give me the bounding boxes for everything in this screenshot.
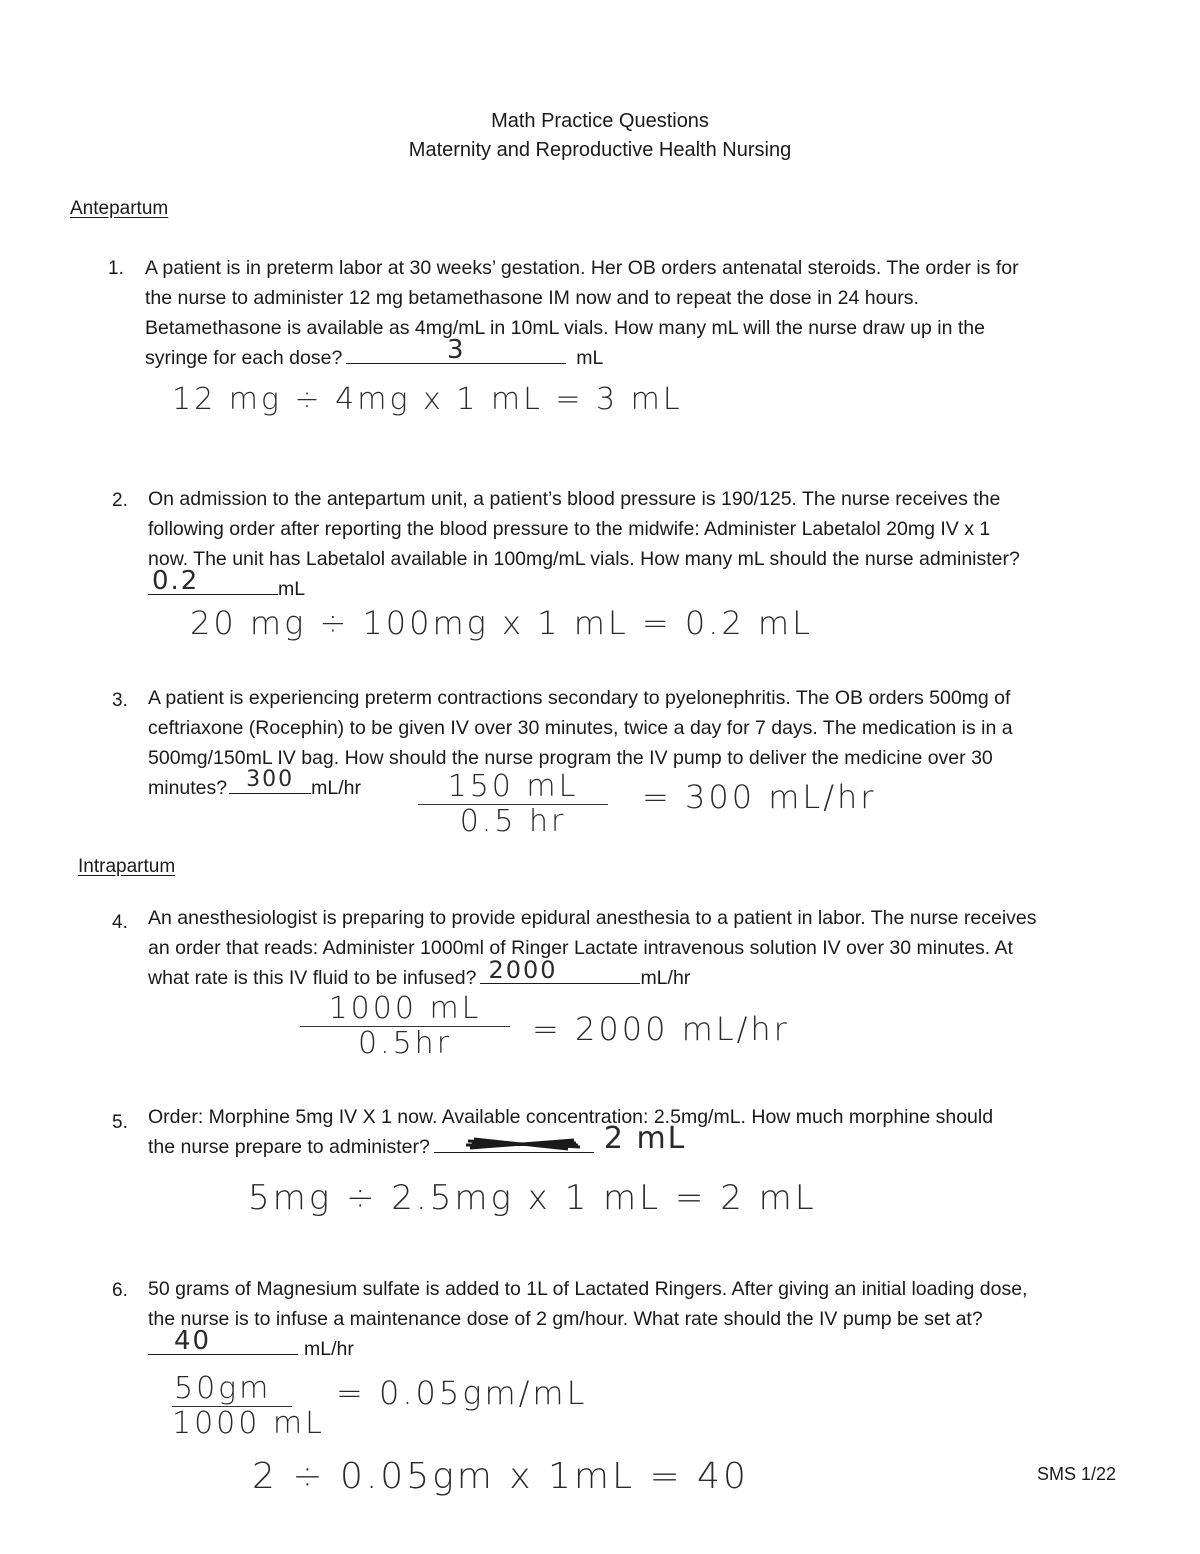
fraction-denominator: 0.5 hr — [459, 804, 567, 839]
question-number: 1. — [108, 258, 124, 279]
question-5-text — [148, 1102, 993, 1162]
answer-blank — [346, 335, 566, 365]
question-line: an order that reads: Administer 1000ml of Ringer Lactate intravenous solution IV over 30 minutes. At — [148, 937, 1013, 959]
handwritten-answer: 2 mL — [603, 1121, 687, 1156]
answer-blank — [480, 956, 640, 984]
fraction-denominator: 1000 mL — [172, 1406, 325, 1441]
question-line — [148, 566, 1020, 604]
question-line: A patient is in preterm labor at 30 weeks’ gestation. Her OB orders antenatal steroids. The order is for — [145, 257, 1019, 279]
question-line: A patient is experiencing preterm contractions secondary to pyelonephritis. The OB orders 500mg of — [148, 687, 1011, 709]
handwritten-work: 20 mg ÷ 100mg x 1 mL = 0.2 mL — [190, 604, 813, 642]
question-number: 4. — [112, 912, 128, 933]
section-heading-antepartum: Antepartum — [70, 198, 169, 219]
handwritten-work: 12 mg ÷ 4mg x 1 mL = 3 mL — [172, 382, 683, 417]
fraction-denominator: 0.5hr — [357, 1026, 453, 1061]
handwritten-result: = 0.05gm/mL — [336, 1374, 588, 1412]
question-2-text — [148, 484, 1020, 604]
question-line: the nurse to administer 12 mg betamethasone IM now and to repeat the dose in 24 hours. — [145, 287, 919, 309]
answer-unit: mL/hr — [304, 1338, 354, 1360]
answer-blank — [434, 1121, 687, 1156]
fraction-numerator: 50gm — [174, 1371, 272, 1406]
fraction-numerator: 150 mL — [447, 769, 579, 804]
handwritten-fraction — [172, 1372, 332, 1441]
handwritten-answer: 2000 — [488, 956, 558, 984]
question-line: minutes? 300 mL/hr — [148, 767, 361, 799]
handwritten-answer: 300 — [246, 767, 295, 792]
question-6-text — [148, 1274, 1027, 1364]
question-line: the nurse is to infuse a maintenance dose of 2 gm/hour. What rate should the IV pump be set at? — [148, 1308, 983, 1330]
handwritten-result: = 300 mL/hr — [642, 778, 877, 816]
scribble-strikeout — [464, 1137, 582, 1151]
handwritten-answer: 3 — [447, 335, 466, 365]
answer-blank — [229, 767, 311, 794]
question-line: ceftriaxone (Rocephin) to be given IV over 30 minutes, twice a day for 7 days. The medication is in a — [148, 717, 1013, 739]
question-number: 3. — [112, 690, 128, 711]
question-line: Betamethasone is available as 4mg/mL in 10mL vials. How many mL will the nurse draw up in the — [145, 317, 985, 339]
answer-unit: mL — [278, 578, 306, 600]
question-line: On admission to the antepartum unit, a patient’s blood pressure is 190/125. The nurse receives the — [148, 488, 1001, 510]
question-line: what rate is this IV fluid to be infused? 2000 mL/hr — [148, 956, 691, 989]
question-number: 2. — [112, 490, 128, 511]
question-4-text — [148, 903, 1037, 993]
footer-code: SMS 1/22 — [1037, 1464, 1117, 1484]
question-1-text — [145, 253, 1019, 373]
handwritten-result: = 2000 mL/hr — [532, 1010, 790, 1048]
handwritten-work: 2 ÷ 0.05gm x 1mL = 40 — [252, 1456, 749, 1497]
question-line: following order after reporting the blood pressure to the midwife: Administer Labetalol 20mg IV x 1 — [148, 518, 991, 540]
handwritten-answer: 40 — [174, 1326, 212, 1356]
answer-unit: mL/hr — [640, 967, 691, 989]
section-heading-intrapartum: Intrapartum — [78, 856, 176, 877]
question-line: now. The unit has Labetalol available in 100mg/mL vials. How many mL should the nurse administer? — [148, 548, 1020, 570]
question-line — [148, 1326, 1027, 1364]
answer-unit: mL/hr — [311, 777, 361, 799]
question-line: Order: Morphine 5mg IV X 1 now. Available concentration: 2.5mg/mL. How much morphine should — [148, 1106, 994, 1128]
answer-unit: mL — [576, 347, 604, 369]
answer-blank — [148, 1326, 298, 1356]
handwritten-fraction — [418, 770, 608, 839]
question-line: 500mg/150mL IV bag. How should the nurse program the IV pump to deliver the medicine over 30 — [148, 747, 993, 769]
handwritten-work: 5mg ÷ 2.5mg x 1 mL = 2 mL — [248, 1178, 817, 1218]
handwritten-fraction — [300, 992, 510, 1061]
question-number: 5. — [112, 1112, 128, 1133]
document-subtitle: Maternity and Reproductive Health Nursing — [408, 139, 792, 161]
question-line: the nurse prepare to administer? 2 mL — [148, 1132, 993, 1162]
question-line: syringe for each dose? 3 mL — [145, 335, 604, 369]
question-number: 6. — [112, 1280, 128, 1301]
document-title: Math Practice Questions — [491, 110, 709, 132]
question-line: An anesthesiologist is preparing to provide epidural anesthesia to a patient in labor. The nurse receives — [148, 907, 1037, 929]
handwritten-answer: 0.2 — [152, 566, 200, 596]
answer-blank — [148, 566, 278, 596]
question-line: 50 grams of Magnesium sulfate is added to 1L of Lactated Ringers. After giving an initial loading dose, — [148, 1278, 1028, 1300]
fraction-numerator: 1000 mL — [328, 991, 482, 1026]
